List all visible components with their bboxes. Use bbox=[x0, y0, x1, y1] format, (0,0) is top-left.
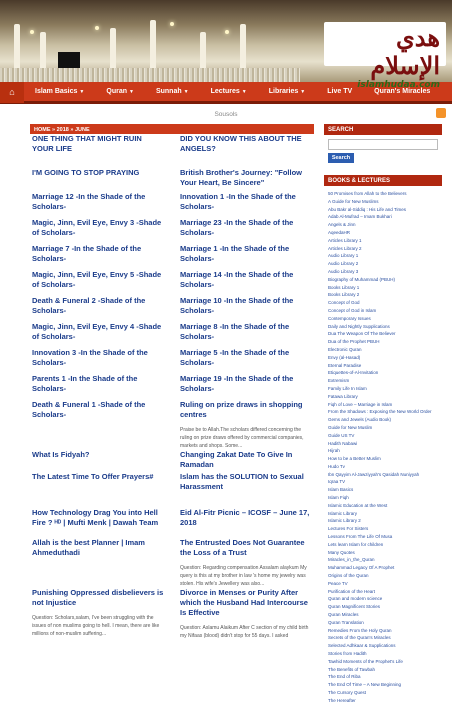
content-wrap bbox=[0, 124, 452, 705]
books-list-link[interactable]: Muhammad Legacy Of A Prophet bbox=[328, 565, 395, 571]
post-item bbox=[30, 348, 166, 374]
nav-item-label: Quran bbox=[106, 88, 127, 95]
books-list-link[interactable]: Selected Adhkaar & Supplications bbox=[328, 643, 396, 649]
search-input[interactable] bbox=[328, 139, 438, 150]
post-item bbox=[178, 218, 314, 244]
books-list-link[interactable]: Angels & Jinn bbox=[328, 222, 356, 228]
search-box bbox=[324, 139, 442, 163]
post-title[interactable]: Marriage 23 -In the Shade of the Scholars- bbox=[180, 218, 294, 237]
books-list-link[interactable]: Audio Library 1 bbox=[328, 253, 359, 259]
books-list-link[interactable]: Quran Magnificent Stories bbox=[328, 604, 381, 610]
books-list-link[interactable]: Peace TV bbox=[328, 580, 348, 586]
menu-select[interactable]: Sousols bbox=[214, 110, 238, 118]
post-title[interactable]: Parents 1 -In the Shade of the Scholars- bbox=[32, 374, 138, 393]
post-title[interactable]: Eid Al-Fitr Picnic – ICOSF – June 17, 2018 bbox=[180, 508, 310, 527]
post-item bbox=[178, 192, 314, 218]
post-title[interactable]: Magic, Jinn, Evil Eye, Envy 5 -Shade of Scholars- bbox=[32, 270, 162, 289]
post-item bbox=[178, 322, 314, 348]
books-list-link[interactable]: Articles Library 2 bbox=[328, 245, 362, 251]
books-list-link[interactable]: Electronic Quran bbox=[328, 346, 362, 352]
post-title[interactable]: Marriage 5 -In the Shade of the Scholars- bbox=[180, 348, 290, 367]
books-list-link[interactable]: Islamic Library 2 bbox=[328, 518, 361, 524]
post-item bbox=[178, 374, 314, 400]
post-item bbox=[30, 588, 166, 648]
post-item bbox=[30, 400, 166, 450]
books-list-link[interactable]: Tawhid Moments of the Prophet's Life bbox=[328, 658, 403, 664]
light bbox=[170, 22, 174, 26]
post-title[interactable]: What Is Fidyah? bbox=[32, 450, 90, 459]
sidebar bbox=[324, 124, 442, 705]
books-list-link[interactable]: Audio Library 2 bbox=[328, 261, 359, 267]
books-list-link[interactable]: The Hereafter bbox=[328, 697, 356, 703]
books-list-link[interactable]: Etiquettes-of-Al-Invitation bbox=[328, 370, 379, 376]
post-item bbox=[178, 538, 314, 588]
books-list-link[interactable]: Envy (al-Hasad) bbox=[328, 354, 361, 360]
logo-arabic: هدي الإسلام bbox=[370, 23, 440, 80]
post-item bbox=[178, 508, 314, 538]
post-title[interactable]: Marriage 7 -In the Shade of the Scholars- bbox=[32, 244, 142, 263]
post-item bbox=[178, 472, 314, 508]
post-item bbox=[30, 270, 166, 296]
minaret-center bbox=[150, 20, 156, 72]
post-item bbox=[30, 296, 166, 322]
post-title[interactable]: Marriage 8 -In the Shade of the Scholars- bbox=[180, 322, 290, 341]
books-list-link[interactable]: Lets learn Islam for children bbox=[328, 541, 384, 547]
books-list-link[interactable]: Hudo Tv bbox=[328, 463, 345, 469]
books-list-link[interactable]: Many Quotes bbox=[328, 549, 355, 555]
books-list-link[interactable]: Contemporary Issues bbox=[328, 315, 371, 321]
nav-item-sunnah[interactable] bbox=[145, 88, 200, 95]
post-title[interactable]: Islam has the SOLUTION to Sexual Harassment bbox=[180, 472, 304, 491]
post-item bbox=[30, 192, 166, 218]
post-item bbox=[178, 348, 314, 374]
books-list-link[interactable]: Quran Translation bbox=[328, 619, 364, 625]
books-list-link[interactable]: The End of Riba bbox=[328, 674, 361, 680]
books-list-link[interactable]: Biography of Muhammad (PBUH) bbox=[328, 276, 396, 282]
post-item bbox=[178, 168, 314, 192]
nav-item-label: Live TV bbox=[327, 88, 353, 95]
post-item bbox=[178, 134, 314, 168]
nav-item-label: Lectures bbox=[210, 88, 240, 95]
post-excerpt: Question: Regarding compensation Assalam alaykum My query is this at my brother in law 's home my jewelry was stolen. His wife's Jewellery was also... bbox=[180, 565, 307, 587]
search-heading: SEARCH bbox=[324, 124, 442, 135]
books-list-link[interactable]: Articles Library 1 bbox=[328, 237, 362, 243]
post-item bbox=[178, 400, 314, 450]
post-title[interactable]: The Latest Time To Offer Prayers# bbox=[32, 472, 154, 481]
post-title[interactable]: Changing Zakat Date To Give In Ramadan bbox=[180, 450, 293, 469]
books-list-link[interactable]: AqeedaHR bbox=[328, 229, 351, 235]
nav-item-quran[interactable] bbox=[95, 88, 145, 95]
header-banner bbox=[0, 0, 452, 90]
post-title[interactable]: Death & Funeral 1 -Shade of the Scholars- bbox=[32, 400, 146, 419]
post-title[interactable]: Magic, Jinn, Evil Eye, Envy 3 -Shade of Scholars- bbox=[32, 218, 162, 237]
minaret-mid-left bbox=[40, 32, 46, 72]
books-list-link[interactable]: Concept of God bbox=[328, 300, 360, 306]
post-item bbox=[30, 218, 166, 244]
books-list-link[interactable]: Abu Bakr al-Siddiq : His Life and Times bbox=[328, 206, 407, 212]
minaret-mid bbox=[110, 28, 116, 72]
books-list-link[interactable]: Hijrah bbox=[328, 448, 340, 454]
post-title[interactable]: DID YOU KNOW THIS ABOUT THE ANGELS? bbox=[180, 134, 302, 153]
books-list-link[interactable]: Lessons From The Life Of Musa bbox=[328, 534, 393, 540]
books-list-link[interactable]: Dua of the Prophet PBUH bbox=[328, 339, 380, 345]
nav-item-label: Islam Basics bbox=[35, 88, 78, 95]
post-item bbox=[178, 244, 314, 270]
books-list-link[interactable]: Audio Library 3 bbox=[328, 268, 359, 274]
post-title[interactable]: Death & Funeral 2 -Shade of the Scholars- bbox=[32, 296, 146, 315]
books-list-link[interactable]: Family Life In Islam bbox=[328, 385, 367, 391]
books-list-link[interactable]: Ibn Qayyim Al-Jawziyyah's Qasidah Nuniyyah bbox=[328, 471, 420, 477]
books-list-link[interactable]: Origins of the Quran bbox=[328, 573, 369, 579]
books-list-link[interactable]: 50 Promises from Allah to the Believers bbox=[328, 191, 407, 196]
post-title[interactable]: I'M GOING TO STOP PRAYING bbox=[32, 168, 140, 177]
post-title[interactable]: ONE THING THAT MIGHT RUIN YOUR LIFE bbox=[32, 134, 142, 153]
post-title[interactable]: The Entrusted Does Not Guarantee the Loss of a Trust bbox=[180, 538, 305, 557]
caret-down-icon: ▼ bbox=[241, 88, 247, 95]
books-list-link[interactable]: Miracles_in_the_Quran bbox=[328, 557, 375, 563]
post-title[interactable]: Magic, Jinn, Evil Eye, Envy 4 -Shade of Scholars- bbox=[32, 322, 162, 341]
light bbox=[95, 26, 99, 30]
nav-item-libraries[interactable] bbox=[258, 88, 317, 95]
site-logo[interactable] bbox=[324, 22, 446, 90]
post-excerpt: Question: Aslamu Alaikum After C section of my child birth my Nifaas (blood) didn't stop for 55 days. I asked bbox=[180, 625, 309, 639]
post-title[interactable]: Allah is the best Planner | Imam Ahmeduthadi bbox=[32, 538, 145, 557]
post-title[interactable]: Innovation 3 -In the Shade of the Scholars- bbox=[32, 348, 148, 367]
post-item bbox=[178, 296, 314, 322]
books-list-link[interactable]: A Guide for New Muslims bbox=[328, 198, 379, 204]
minaret-right bbox=[200, 32, 206, 72]
books-list-link[interactable]: Iqraa TV bbox=[328, 479, 346, 485]
post-title[interactable]: Marriage 14 -In the Shade of the Scholars- bbox=[180, 270, 294, 289]
books-list-link[interactable]: Eternal Paradise bbox=[328, 362, 362, 368]
books-list-link[interactable]: Stories from Hadith bbox=[328, 651, 367, 657]
post-title[interactable]: Marriage 19 -In the Shade of the Scholars- bbox=[180, 374, 294, 393]
post-item bbox=[178, 588, 314, 648]
minaret-left bbox=[14, 24, 20, 72]
rss-icon[interactable] bbox=[436, 108, 446, 118]
post-excerpt: Praise be to Allah.The scholars differed concerning the ruling on prize draws offered by commercial companies, markets and shops. Some... bbox=[180, 427, 304, 449]
nav-item-label: Quran's Miracles bbox=[374, 88, 431, 95]
post-item bbox=[30, 450, 166, 472]
books-list-link[interactable]: From the Shadows : Exposing the New World Order bbox=[328, 409, 432, 415]
post-title[interactable]: How Technology Drag You into Hell Fire ? ᴴᴰ | Mufti Menk | Dawah Team bbox=[32, 508, 159, 527]
nav-item-label: Libraries bbox=[268, 88, 299, 95]
post-item bbox=[30, 244, 166, 270]
post-item bbox=[30, 538, 166, 588]
books-list-link[interactable]: Fiqh of Love – Marriage in Islam bbox=[328, 401, 393, 407]
post-title[interactable]: Ruling on prize draws in shopping centres bbox=[180, 400, 303, 419]
books-list-link[interactable]: Daily and Nightly Supplications bbox=[328, 323, 390, 329]
caret-down-icon: ▼ bbox=[129, 88, 134, 95]
post-title[interactable]: British Brother's Journey: "Follow Your Heart, Be Sincere" bbox=[180, 168, 303, 187]
books-list-link[interactable]: Islamic Education at the West bbox=[328, 502, 388, 508]
post-item bbox=[30, 322, 166, 348]
nav-item-label: Sunnah bbox=[155, 88, 182, 95]
post-item bbox=[178, 450, 314, 472]
post-item bbox=[178, 270, 314, 296]
books-list-link[interactable]: Gems and Jewels (Audio Book) bbox=[328, 417, 392, 423]
caret-down-icon: ▼ bbox=[183, 88, 189, 95]
post-item bbox=[30, 134, 166, 168]
books-list-link[interactable]: Books Library 2 bbox=[328, 292, 360, 298]
post-grid bbox=[30, 134, 314, 648]
books-list-link[interactable]: The Benefits of Tawbah bbox=[328, 666, 375, 672]
books-list-link[interactable]: Hadith Nabawi bbox=[328, 440, 358, 446]
sub-bar bbox=[0, 104, 452, 124]
post-title[interactable]: Punishing Oppressed disbelievers is not Injustice bbox=[32, 588, 164, 607]
books-list-link[interactable]: The End Of Time – A New Beginning bbox=[328, 682, 402, 688]
caret-down-icon: ▼ bbox=[79, 88, 85, 95]
nav-item-islam-basics[interactable] bbox=[24, 88, 95, 95]
post-item bbox=[30, 472, 166, 508]
books-list-link[interactable]: Dua The Weapon Of The Believer bbox=[328, 331, 396, 337]
post-item bbox=[30, 374, 166, 400]
books-list-link[interactable]: Purification of the Heart bbox=[328, 588, 376, 594]
books-heading: BOOKS & LECTURES bbox=[324, 175, 442, 186]
books-list-link[interactable]: The Cursory Quest bbox=[328, 690, 367, 695]
post-title[interactable]: Marriage 10 -In the Shade of the Scholars- bbox=[180, 296, 294, 315]
books-list-link[interactable]: How to be a Better Muslim bbox=[328, 456, 381, 462]
books-list-link[interactable]: Islamic Library bbox=[328, 510, 358, 516]
books-list-link[interactable]: Secrets of the Quran's Miracles bbox=[328, 635, 391, 641]
nav-item-lectures[interactable] bbox=[200, 88, 258, 95]
crowd bbox=[0, 68, 300, 82]
post-excerpt: Question: Scholars,salam, I've been struggling with the issues of non muslims going to hell. I mean, there are like millions of non-muslim suffering... bbox=[32, 615, 160, 637]
books-list-link[interactable]: Islam Basics bbox=[328, 487, 354, 493]
post-item bbox=[30, 508, 166, 538]
books-list-link[interactable]: Remedies From the Holy Quran bbox=[328, 627, 392, 633]
books-list-link[interactable]: Quran Miracles bbox=[328, 612, 359, 618]
books-list bbox=[324, 190, 442, 705]
caret-down-icon: ▼ bbox=[300, 88, 306, 95]
post-title[interactable]: Divorce in Menses or Purity After which the Husband Had Intercourse Is Effective bbox=[180, 588, 308, 617]
books-list-link[interactable]: Fatawa Library bbox=[328, 393, 358, 399]
post-title[interactable]: Marriage 12 -In the Shade of the Scholars- bbox=[32, 192, 146, 211]
books-list-link[interactable]: Guide for New Muslim bbox=[328, 424, 373, 430]
post-title[interactable]: Marriage 1 -In the Shade of the Scholars- bbox=[180, 244, 290, 263]
books-list-link[interactable]: Adab Al-Mufrad – Imam Bukhari bbox=[328, 214, 392, 220]
books-list-link[interactable]: Lectures For Sisters bbox=[328, 526, 369, 532]
light bbox=[30, 30, 34, 34]
post-title[interactable]: Innovation 1 -In the Shade of the Scholars- bbox=[180, 192, 296, 211]
books-list-link[interactable]: Islam Fiqh bbox=[328, 495, 349, 501]
breadcrumb[interactable]: HOME » 2018 » JUNE bbox=[30, 124, 314, 134]
home-icon[interactable]: ⌂ bbox=[0, 81, 24, 103]
minaret-far-right bbox=[240, 24, 246, 72]
books-list-link[interactable]: Quran and modern science bbox=[328, 596, 383, 602]
books-list-link[interactable]: Books Library 1 bbox=[328, 284, 360, 290]
books-list-link[interactable]: Extremism bbox=[328, 378, 350, 384]
post-item bbox=[30, 168, 166, 192]
logo-url: islamhudaa.com bbox=[357, 80, 440, 90]
light bbox=[225, 30, 229, 34]
search-button[interactable]: Search bbox=[328, 153, 354, 163]
main-content bbox=[30, 124, 314, 705]
books-list-link[interactable]: Guide US TV bbox=[328, 432, 355, 438]
books-list-link[interactable]: Concept of God in Islam bbox=[328, 307, 377, 313]
